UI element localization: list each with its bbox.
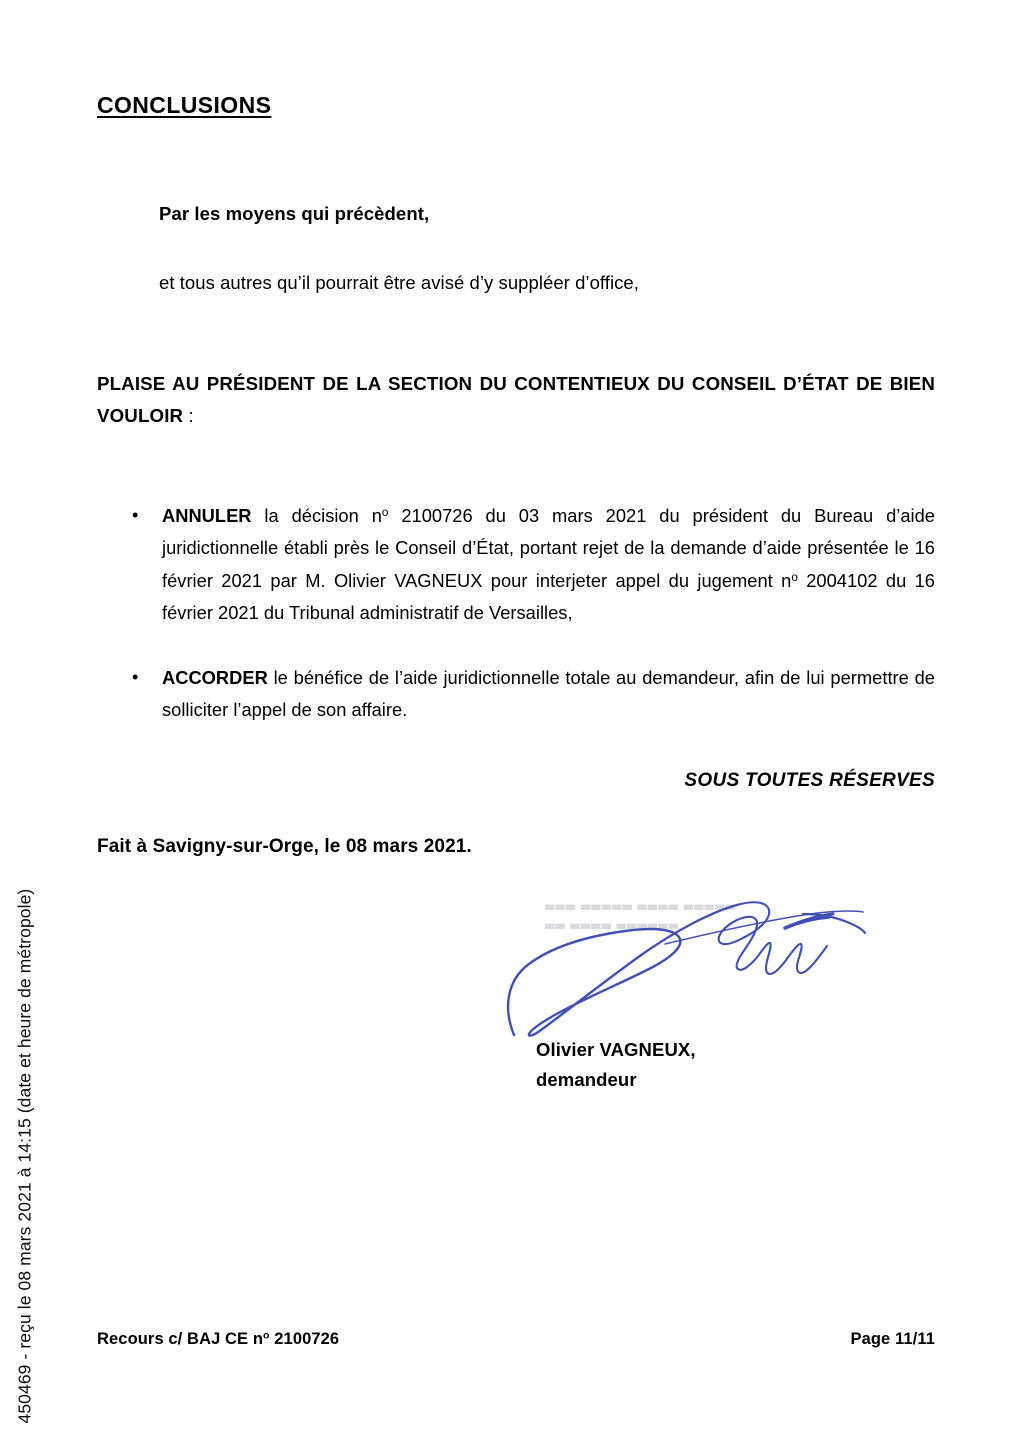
plaise-colon: : — [183, 405, 194, 427]
claim-item-accorder — [97, 662, 935, 727]
signature-block — [467, 888, 887, 1038]
handwritten-signature-icon — [467, 888, 887, 1038]
side-stamp-text: 450469 - reçu le 08 mars 2021 à 14:15 (date et heure de métropole) — [14, 888, 35, 1424]
plaise-text: PLAISE AU PRÉSIDENT DE LA SECTION DU CONTENTIEUX DU CONSEIL D’ÉTAT DE BIEN VOULOIR — [97, 373, 935, 427]
footer-reference — [97, 1330, 339, 1349]
plaise-paragraph — [97, 368, 935, 432]
reserves-statement: SOUS TOUTES RÉSERVES — [684, 770, 935, 791]
claim-keyword: ANNULER — [162, 505, 252, 526]
lead-bold-paragraph: Par les moyens qui précèdent, — [159, 203, 430, 224]
page-footer — [97, 1330, 935, 1349]
claims-list — [97, 500, 935, 726]
place-and-date: Fait à Savigny-sur-Orge, le 08 mars 2021. — [97, 836, 472, 857]
ordinal-indicator-icon: o — [381, 505, 389, 519]
claim-text-part-2: 2100726 du 03 mars 2021 du président du Bureau d’aide juridictionnelle établi près le Conseil d’État, portant rejet de la demande d’aide présentée le 16 février 2021 par M. Olivier VAGNEUX pour interjeter appel du jugement n — [162, 505, 935, 591]
signer-role: demandeur — [536, 1068, 637, 1090]
ordinal-indicator-icon: o — [791, 570, 798, 584]
claim-text-part-1: le bénéfice de l’aide juridictionnelle totale au demandeur, afin de lui permettre de solliciter l’appel de son affaire. — [162, 666, 935, 720]
ordinal-indicator-icon: o — [263, 1329, 270, 1342]
signer-name: Olivier VAGNEUX, — [536, 1039, 696, 1060]
lead-normal-paragraph: et tous autres qu’il pourrait être avisé d’y suppléer d’office, — [159, 272, 639, 293]
footer-reference-label: Recours c/ BAJ CE n — [97, 1330, 264, 1348]
page-title: CONCLUSIONS — [97, 92, 272, 118]
side-stamp — [0, 0, 60, 1449]
bullet-icon: • — [132, 666, 139, 687]
page-number: Page 11/11 — [850, 1330, 935, 1348]
claim-text-part-3: 2004102 du 16 février 2021 du Tribunal administratif de Versailles, — [162, 569, 935, 624]
scan-artifact-text: ▃▃▃ ▃▃▃▃▃ ▃▃▃▃ ▃▃▃▃▃ ▃▃ ▃▃▃▃ ▃▃▃▃▃▃ — [545, 896, 736, 929]
bullet-icon: • — [132, 505, 139, 525]
claim-keyword: ACCORDER — [162, 666, 268, 688]
claim-text-part-1: la décision n — [251, 505, 382, 526]
claim-item-annuler — [97, 500, 935, 630]
footer-reference-number: 2100726 — [269, 1330, 340, 1348]
signer-identity — [536, 1035, 696, 1095]
